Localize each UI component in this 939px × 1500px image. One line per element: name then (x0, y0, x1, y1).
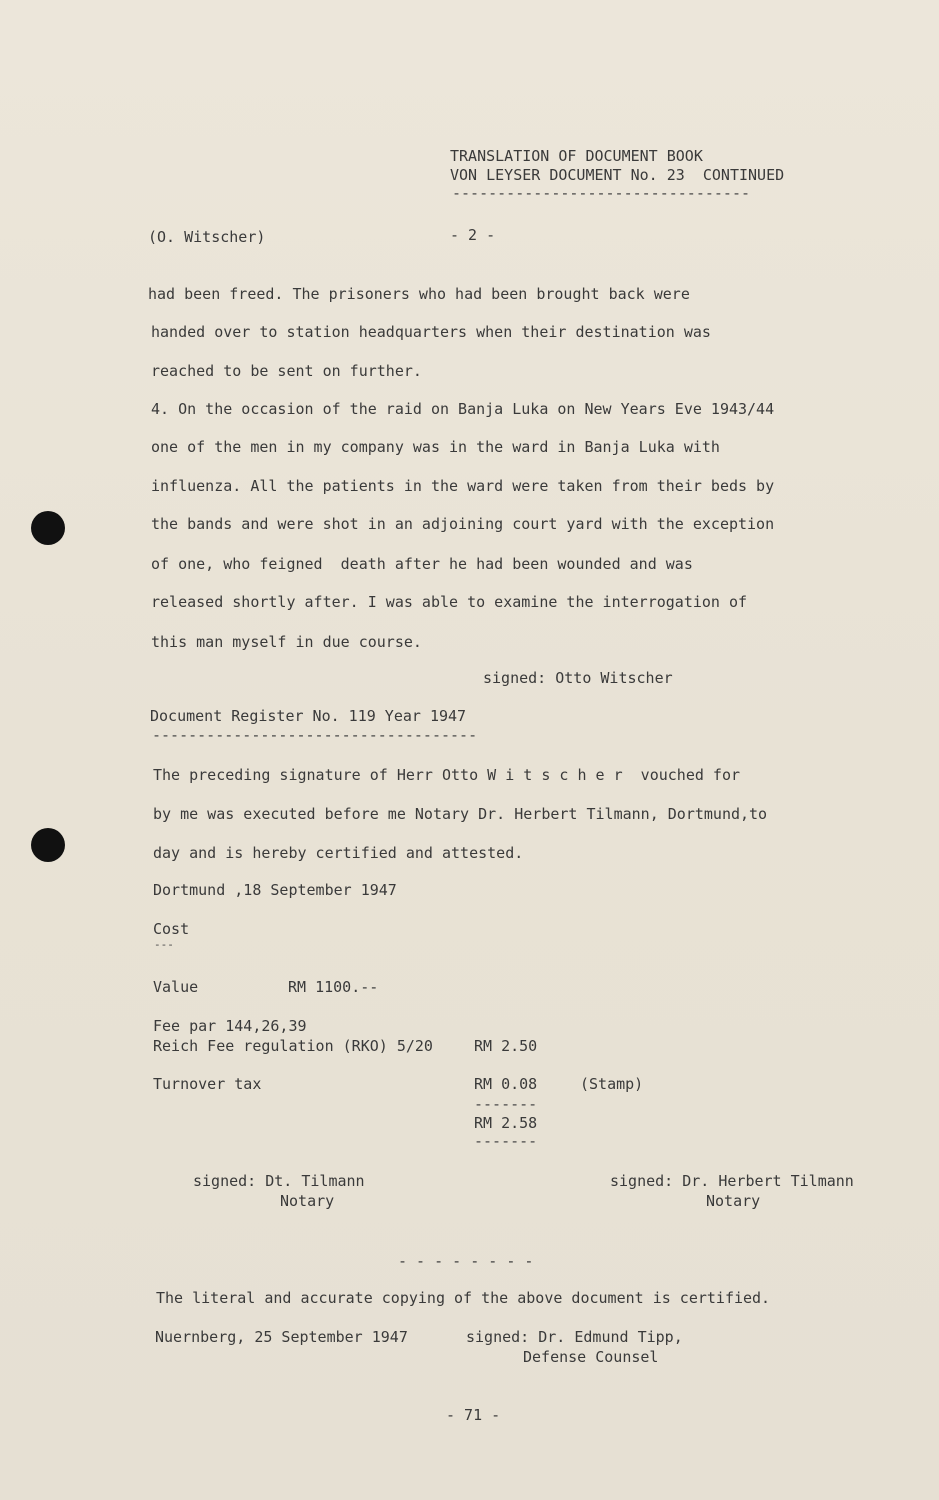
closing-place-date: Nuernberg, 25 September 1947 (155, 1328, 408, 1346)
body-line: had been freed. The prisoners who had been brought back were (148, 285, 690, 303)
stamp-note: (Stamp) (580, 1075, 644, 1093)
fee-line-1: Fee par 144,26,39 (153, 1017, 307, 1035)
cost-rule: --- (154, 938, 174, 951)
closing-signature: signed: Dr. Edmund Tipp, (466, 1328, 683, 1346)
certification-statement: The literal and accurate copying of the above document is certified. (156, 1289, 771, 1307)
punch-hole (31, 511, 65, 545)
body-line: released shortly after. I was able to examine the interrogation of (151, 593, 748, 611)
turnover-label: Turnover tax (153, 1075, 262, 1093)
signature-left-title: Notary (280, 1192, 335, 1210)
turnover-amount: RM 0.08 (474, 1075, 538, 1093)
body-line: the bands and were shot in an adjoining court yard with the exception (151, 515, 775, 533)
total-rule-bottom: ------- (474, 1132, 538, 1150)
fee-line-2: Reich Fee regulation (RKO) 5/20 (153, 1037, 433, 1055)
header-line-1: TRANSLATION OF DOCUMENT BOOK (450, 147, 703, 165)
body-line: reached to be sent on further. (151, 362, 422, 380)
witness-reference: (O. Witscher) (148, 228, 266, 246)
value-amount: RM 1100.-- (288, 978, 379, 996)
body-line: one of the men in my company was in the ward in Banja Luka with (151, 438, 720, 456)
attestation-line: by me was executed before me Notary Dr. Herbert Tilmann, Dortmund,to (153, 805, 768, 823)
attestation-line: The preceding signature of Herr Otto W i t s c h e r vouched for (153, 766, 740, 784)
fee-amount: RM 2.50 (474, 1037, 538, 1055)
closing-role: Defense Counsel (523, 1348, 659, 1366)
value-label: Value (153, 978, 199, 996)
body-line: handed over to station headquarters when their destination was (151, 323, 711, 341)
total-amount: RM 2.58 (474, 1114, 538, 1132)
section-separator: - - - - - - - - (398, 1252, 534, 1270)
punch-hole (31, 828, 65, 862)
signature-witscher: signed: Otto Witscher (483, 669, 673, 687)
cost-label: Cost (153, 920, 190, 938)
register-rule: ------------------------------------ (152, 726, 478, 744)
place-date: Dortmund ,18 September 1947 (153, 881, 397, 899)
total-rule-top: ------- (474, 1095, 538, 1113)
body-line: of one, who feigned death after he had been wounded and was (151, 555, 693, 573)
header-rule: --------------------------------- (452, 184, 751, 202)
signature-left: signed: Dt. Tilmann (193, 1172, 365, 1190)
body-line: influenza. All the patients in the ward were taken from their beds by (151, 477, 775, 495)
attestation-line: day and is hereby certified and attested. (153, 844, 524, 862)
signature-right: signed: Dr. Herbert Tilmann (610, 1172, 854, 1190)
signature-right-title: Notary (706, 1192, 761, 1210)
document-register: Document Register No. 119 Year 1947 (150, 707, 467, 725)
header-line-2: VON LEYSER DOCUMENT No. 23 CONTINUED (450, 166, 785, 184)
page-number: - 71 - (446, 1406, 501, 1424)
body-line: this man myself in due course. (151, 633, 422, 651)
body-line: 4. On the occasion of the raid on Banja Luka on New Years Eve 1943/44 (151, 400, 775, 418)
page-marker: - 2 - (450, 226, 496, 244)
